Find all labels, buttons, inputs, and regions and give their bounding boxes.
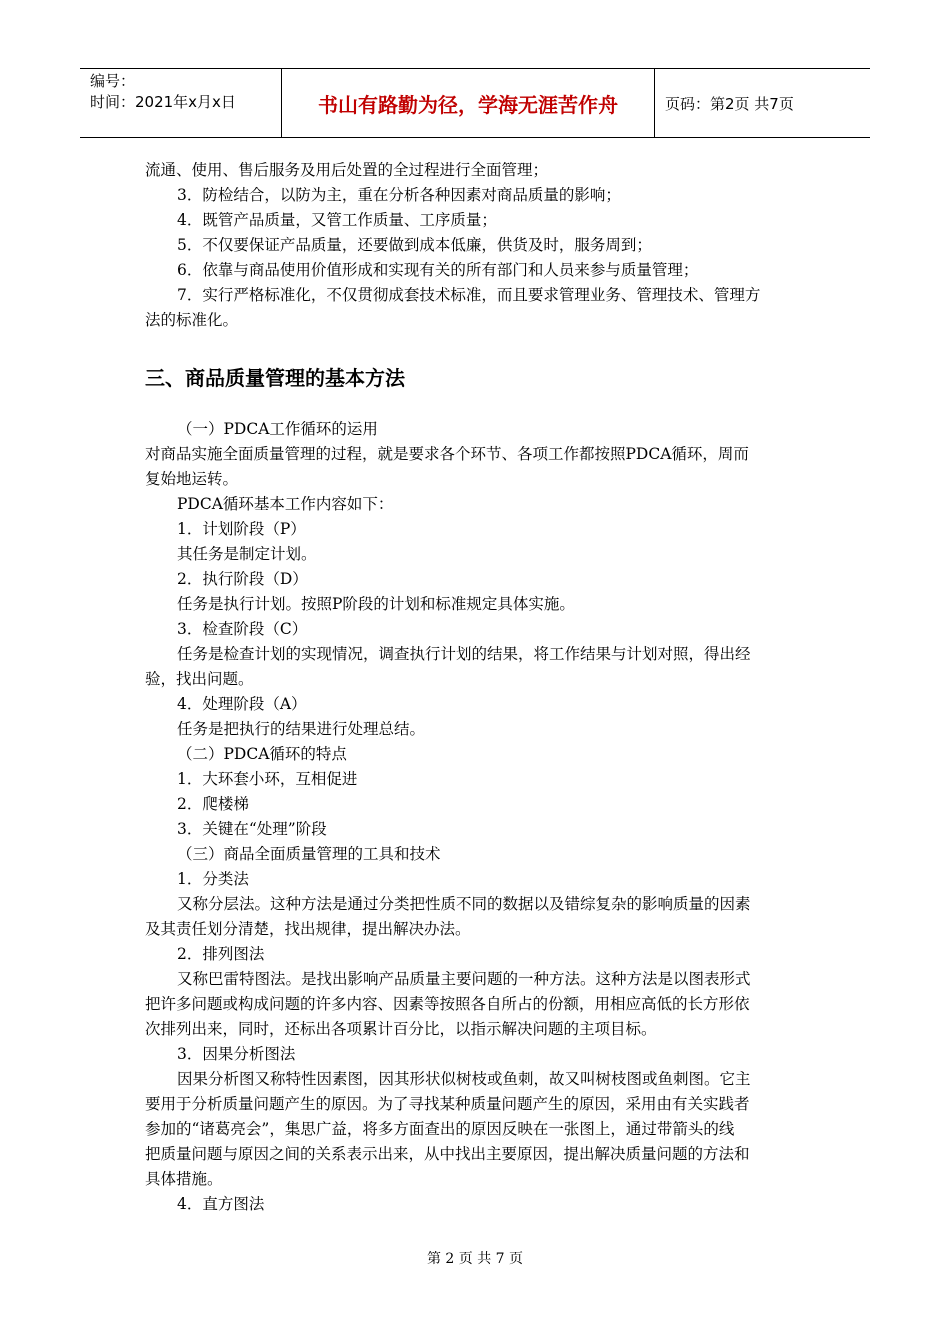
header-meta xyxy=(80,69,282,137)
header-page-number: 页码：第2页 共7页 xyxy=(665,94,794,113)
paragraph-continuation: 法的标准化。 xyxy=(145,311,239,329)
stage-title: 3．检查阶段（C） xyxy=(177,620,308,638)
paragraph: PDCA循环基本工作内容如下： xyxy=(177,495,394,513)
paragraph-continuation: 把许多问题或构成问题的许多内容、因素等按照各自所占的份额，用相应高低的长方形依 xyxy=(145,995,750,1013)
paragraph-continuation: 具体措施。 xyxy=(145,1170,223,1188)
stage-title: 1．计划阶段（P） xyxy=(177,520,306,538)
list-item: 3．防检结合，以防为主，重在分析各种因素对商品质量的影响； xyxy=(177,186,621,204)
document-body xyxy=(145,158,810,1217)
list-item: 3．关键在“处理”阶段 xyxy=(177,820,327,838)
stage-description: 任务是执行计划。按照P阶段的计划和标准规定具体实施。 xyxy=(177,595,575,613)
paragraph-continuation: 验，找出问题。 xyxy=(145,670,254,688)
section-heading: 三、商品质量管理的基本方法 xyxy=(145,366,405,390)
subsection-heading: （一）PDCA工作循环的运用 xyxy=(177,420,378,438)
tool-title: 1．分类法 xyxy=(177,870,249,888)
paragraph-continuation: 复始地运转。 xyxy=(145,470,239,488)
list-item: 5．不仅要保证产品质量，还要做到成本低廉，供货及时，服务周到； xyxy=(177,236,652,254)
paragraph-continuation: 要用于分析质量问题产生的原因。为了寻找某种质量问题产生的原因，采用由有关实践者 xyxy=(145,1095,750,1113)
paragraph: 又称分层法。这种方法是通过分类把性质不同的数据以及错综复杂的影响质量的因素 xyxy=(177,895,751,913)
stage-title: 2．执行阶段（D） xyxy=(177,570,308,588)
paragraph: 因果分析图又称特性因素图，因其形状似树枝或鱼刺，故又叫树枝图或鱼刺图。它主 xyxy=(177,1070,751,1088)
tool-title: 2．排列图法 xyxy=(177,945,265,963)
subsection-heading: （二）PDCA循环的特点 xyxy=(177,745,347,763)
paragraph: 又称巴雷特图法。是找出影响产品质量主要问题的一种方法。这种方法是以图表形式 xyxy=(177,970,751,988)
paragraph-continuation: 把质量问题与原因之间的关系表示出来，从中找出主要原因，提出解决质量问题的方法和 xyxy=(145,1145,750,1163)
document-time-label: 时间：2021年x月x日 xyxy=(90,93,236,111)
stage-description: 任务是把执行的结果进行处理总结。 xyxy=(177,720,426,738)
paragraph: 流通、使用、售后服务及用后处置的全过程进行全面管理； xyxy=(145,161,549,179)
stage-title: 4．处理阶段（A） xyxy=(177,695,307,713)
paragraph: 对商品实施全面质量管理的过程，就是要求各个环节、各项工作都按照PDCA循环，周而 xyxy=(145,445,749,463)
header-motto: 书山有路勤为径，学海无涯苦作舟 xyxy=(282,69,655,137)
stage-description: 其任务是制定计划。 xyxy=(177,545,317,563)
stage-description: 任务是检查计划的实现情况，调查执行计划的结果，将工作结果与计划对照，得出经 xyxy=(177,645,751,663)
paragraph-continuation: 及其责任划分清楚，找出规律，提出解决办法。 xyxy=(145,920,471,938)
paragraph-continuation: 次排列出来，同时，还标出各项累计百分比，以指示解决问题的主项目标。 xyxy=(145,1020,657,1038)
document-number-label: 编号： xyxy=(90,72,136,90)
tool-title: 3．因果分析图法 xyxy=(177,1045,296,1063)
page-footer: 第 2 页 共 7 页 xyxy=(426,1251,524,1267)
list-item: 7．实行严格标准化，不仅贯彻成套技术标准，而且要求管理业务、管理技术、管理方 xyxy=(177,286,761,304)
list-item: 6．依靠与商品使用价值形成和实现有关的所有部门和人员来参与质量管理； xyxy=(177,261,699,279)
list-item: 4．既管产品质量，又管工作质量、工序质量； xyxy=(177,211,497,229)
list-item: 2．爬楼梯 xyxy=(177,795,249,813)
page-header xyxy=(80,68,870,138)
list-item: 1．大环套小环，互相促进 xyxy=(177,770,358,788)
paragraph-continuation: 参加的“诸葛亮会”，集思广益，将多方面查出的原因反映在一张图上，通过带箭头的线 xyxy=(145,1120,735,1138)
subsection-heading: （三）商品全面质量管理的工具和技术 xyxy=(177,845,441,863)
tool-title: 4．直方图法 xyxy=(177,1195,265,1213)
